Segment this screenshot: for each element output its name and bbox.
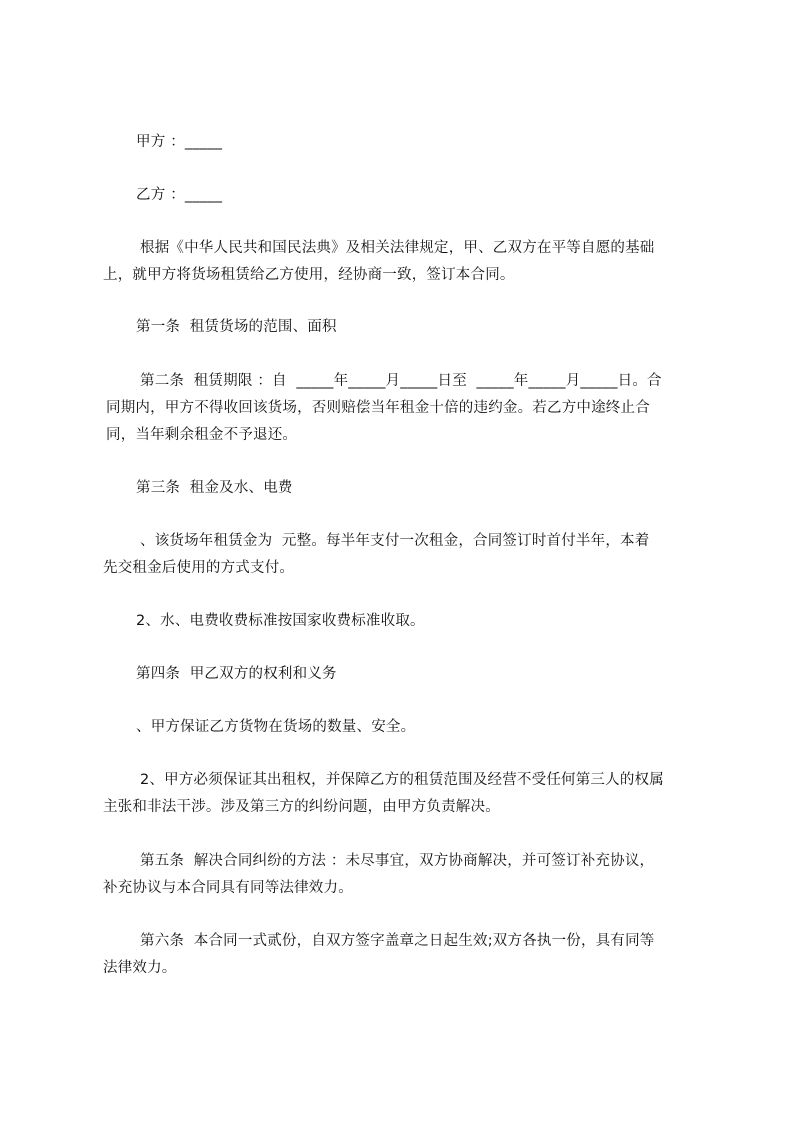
article-1-title: 第一条 租赁货场的范围、面积 (136, 319, 337, 335)
article-4-item-2-line-1: 2、甲方必须保证其出租权，并保障乙方的租赁范围及经营不受任何第三人的权属 (140, 772, 664, 788)
party-a-line: 甲方 ：_____ (136, 134, 223, 150)
article-3-title: 第三条 租金及水、电费 (136, 480, 293, 496)
article-6-line-1: 第六条 本合同一式贰份，自双方签字盖章之日起生效;双方各执一份，具有同等 (140, 933, 655, 949)
article-5-line-1: 第五条 解决合同纠纷的方法 ：未尽事宜，双方协商解决，并可签订补充协议， (140, 853, 655, 869)
article-3-item-2: 2、水、电费收费标准按国家收费标准收取。 (136, 613, 425, 629)
article-2-line-2: 同期内，甲方不得收回该货场，否则赔偿当年租金十倍的违约金。若乙方中途终止合 (106, 400, 650, 416)
article-3-item-1-line-1: 、该货场年租赁金为 元整。每半年支付一次租金，合同签订时首付半年，本着 (140, 533, 650, 549)
party-b-line: 乙方 ：_____ (136, 187, 223, 203)
article-2-line-3: 同，当年剩余租金不予退还。 (106, 427, 298, 443)
article-3-item-1-line-2: 先交租金后使用的方式支付。 (103, 560, 295, 576)
preamble-line-2: 上，就甲方将货场租赁给乙方使用，经协商一致，签订本合同。 (103, 267, 515, 283)
article-4-title: 第四条 甲乙双方的权利和义务 (136, 666, 337, 682)
article-2-line-1: 第二条 租赁期限 ：自 _____年_____月_____日至 _____年_____月_____日。合 (140, 373, 662, 389)
article-4-item-2-line-2: 主张和非法干涉。涉及第三方的纠纷问题，由甲方负责解决。 (103, 799, 500, 815)
article-5-line-2: 补充协议与本合同具有同等法律效力。 (103, 880, 353, 896)
article-6-line-2: 法律效力。 (103, 960, 177, 976)
preamble-line-1: 根据《中华人民共和国民法典》及相关法律规定，甲、乙双方在平等自愿的基础 (140, 240, 655, 256)
article-4-item-1: 、甲方保证乙方货物在货场的数量、安全。 (136, 719, 416, 735)
